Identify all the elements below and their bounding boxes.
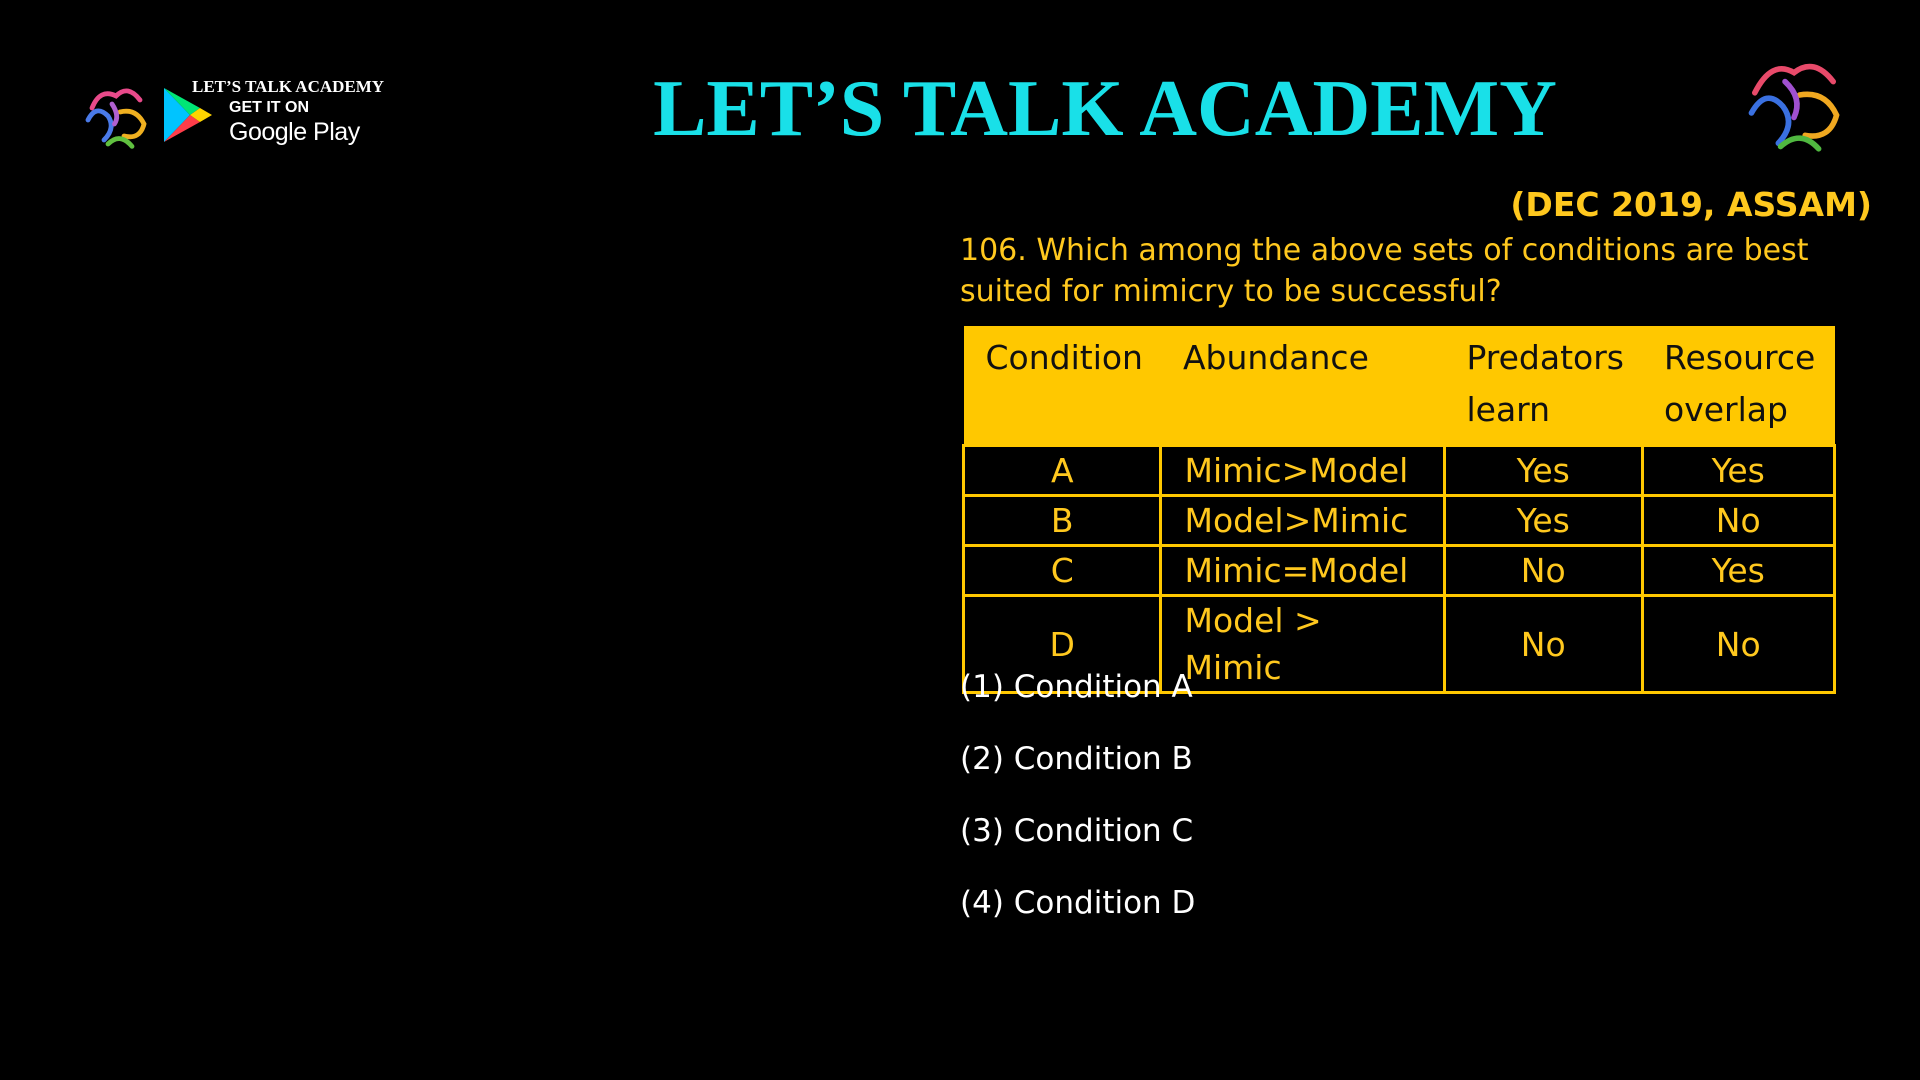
cell-abundance: Model > Mimic	[1161, 596, 1444, 693]
option-1[interactable]: (1) Condition A	[960, 669, 1193, 705]
cell-resource: No	[1642, 596, 1835, 693]
header-predators-learn: Predators learn	[1444, 326, 1642, 446]
option-4[interactable]: (4) Condition D	[960, 885, 1196, 921]
option-3[interactable]: (3) Condition C	[960, 813, 1194, 849]
cell-abundance: Model>Mimic	[1161, 496, 1444, 546]
header-abundance: Abundance	[1161, 326, 1444, 446]
cell-abundance: Mimic>Model	[1161, 446, 1444, 496]
cell-condition: C	[964, 546, 1161, 596]
cell-condition: A	[964, 446, 1161, 496]
table-row	[964, 546, 1835, 596]
cell-condition: B	[964, 496, 1161, 546]
cell-predators: No	[1444, 546, 1642, 596]
cell-condition: D	[964, 596, 1161, 693]
cell-abundance: Mimic=Model	[1161, 546, 1444, 596]
page-title: LET’S TALK ACADEMY	[653, 65, 1557, 153]
cell-resource: No	[1642, 496, 1835, 546]
cell-predators: Yes	[1444, 446, 1642, 496]
table-row	[964, 496, 1835, 546]
exam-tag: (DEC 2019, ASSAM)	[1510, 185, 1872, 224]
cell-resource: Yes	[1642, 546, 1835, 596]
cell-resource: Yes	[1642, 446, 1835, 496]
answer-options	[960, 665, 1195, 953]
table-row	[964, 446, 1835, 496]
option-2[interactable]: (2) Condition B	[960, 741, 1193, 777]
get-it-on-label[interactable]: GET IT ON	[229, 99, 309, 116]
protein-logo-right-icon	[1738, 48, 1850, 160]
cell-predators: No	[1444, 596, 1642, 693]
cell-predators: Yes	[1444, 496, 1642, 546]
conditions-table	[962, 326, 1836, 694]
google-play-label[interactable]: Google Play	[229, 118, 360, 146]
header-resource-overlap: Resource overlap	[1642, 326, 1835, 446]
table-header-row	[964, 326, 1835, 446]
header-condition: Condition	[964, 326, 1161, 446]
question-text: 106. Which among the above sets of conditions are best suited for mimicry to be successful?	[960, 233, 1809, 309]
brand-name-small: LET’S TALK ACADEMY	[192, 77, 385, 96]
